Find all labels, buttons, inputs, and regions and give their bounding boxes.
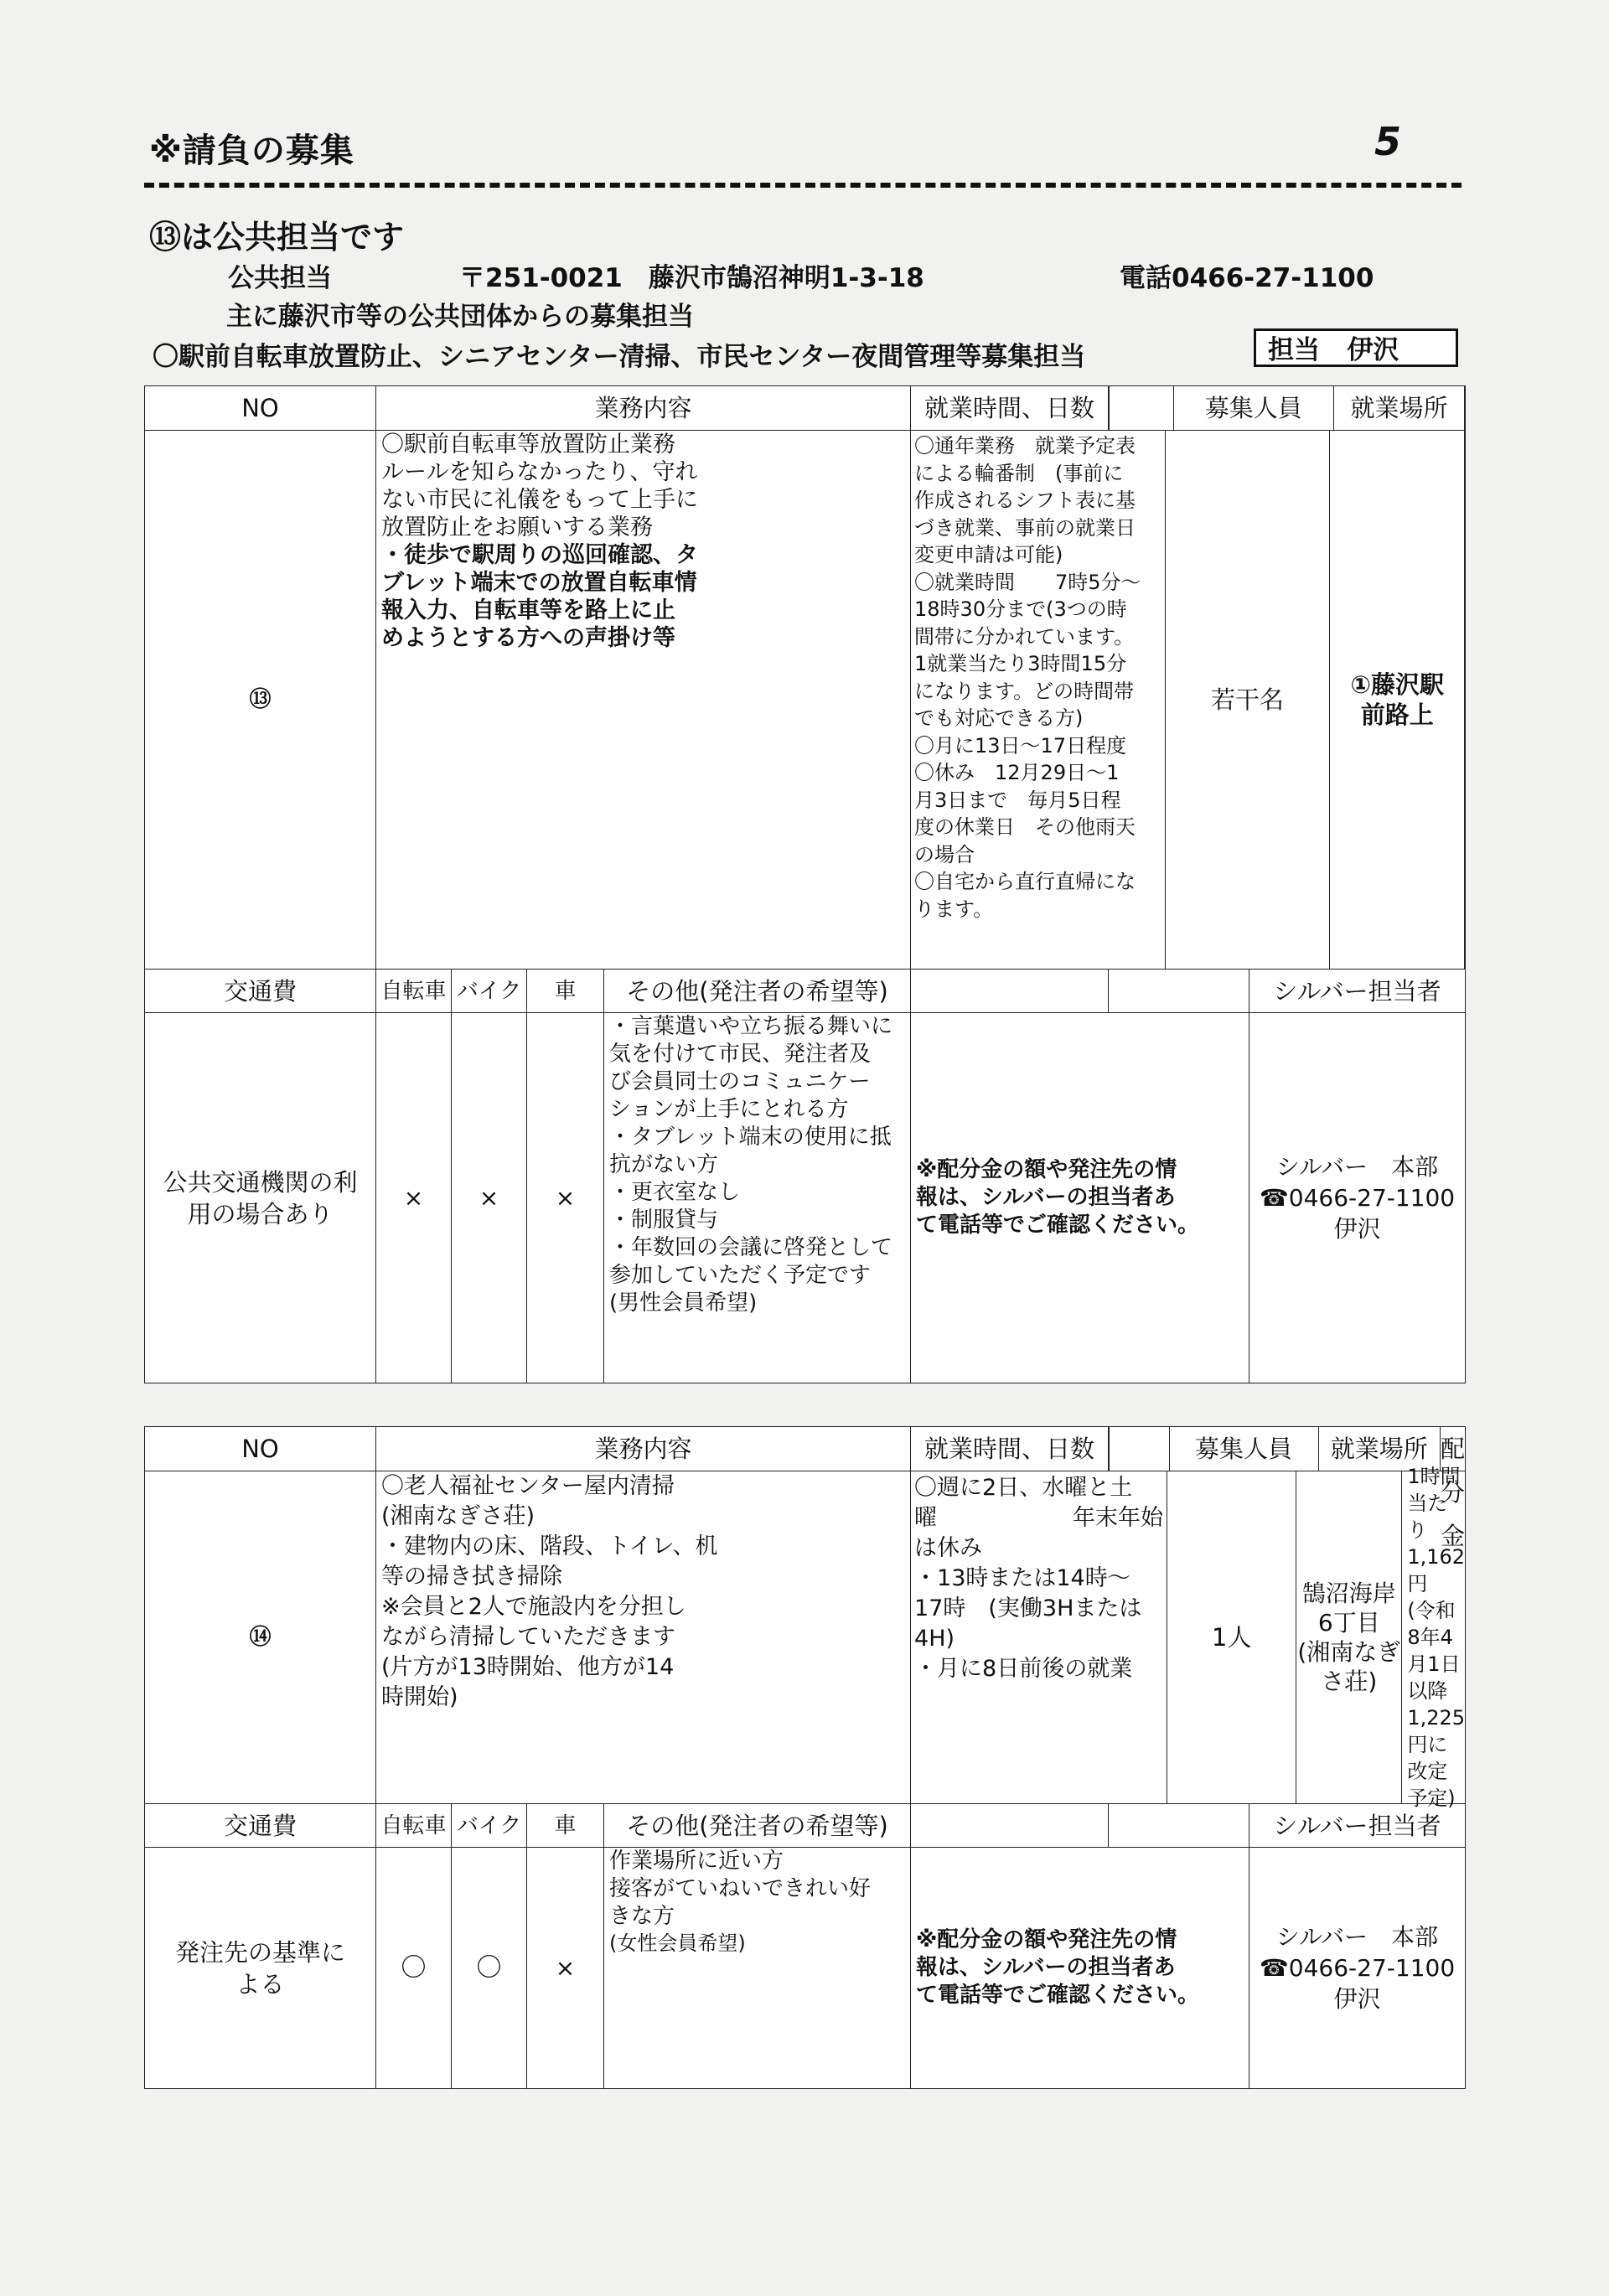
header-bike: バイク	[452, 970, 527, 1013]
header-silver: シルバー担当者	[1249, 970, 1466, 1013]
hours-line: 17時 (実働3Hまたは	[914, 1595, 1142, 1621]
header-no: NO	[145, 386, 376, 431]
dept-name: 公共担当	[228, 263, 332, 293]
job-table-14	[144, 1426, 1466, 2089]
hours-line: になります。どの時間帯	[914, 679, 1135, 703]
recruit-count: 若干名	[1165, 431, 1330, 969]
work-line-bold: めようとする方への声掛け等	[381, 625, 675, 651]
tanto-box	[1254, 328, 1458, 367]
transport-line: よる	[235, 1969, 285, 1999]
work-line: ・建物内の床、階段、トイレ、机	[381, 1533, 718, 1559]
silver-line: シルバー 本部	[1275, 1923, 1439, 1951]
notice-line: ※配分金の額や発注先の情	[916, 1157, 1177, 1182]
header-blank-1	[911, 1804, 1109, 1848]
header-pay-blank	[1464, 386, 1465, 430]
notice	[911, 1013, 1249, 1383]
other-line: ・タブレット端末の使用に抵	[609, 1125, 892, 1150]
place-line: (湘南なぎ	[1297, 1638, 1401, 1666]
job-number: ⑭	[145, 1471, 376, 1804]
car-value: ×	[527, 1848, 604, 2089]
silver-line: シルバー 本部	[1275, 1153, 1439, 1181]
work-place	[1296, 1471, 1401, 1803]
bike-value: ×	[452, 1013, 527, 1383]
work-line-bold: 報入力、自転車等を路上に止	[381, 597, 675, 623]
header-people: 募集人員	[1173, 386, 1333, 430]
phone-number: 電話0466-27-1100	[1120, 263, 1374, 293]
hours-line: 〇通年業務 就業予定表	[914, 434, 1136, 458]
other-line: ・制服貸与	[609, 1207, 719, 1233]
hours-line: 〇就業時間 7時5分～	[914, 570, 1141, 594]
header-right-group	[1109, 386, 1466, 431]
other-line: び会員同士のコミュニケー	[609, 1069, 871, 1094]
place-line: ①藤沢駅	[1350, 670, 1444, 699]
notice	[911, 1848, 1249, 2089]
hours-line: 〇休み 12月29日～1	[914, 761, 1120, 784]
pay-line: 改定予定)	[1407, 1760, 1456, 1810]
work-hours	[911, 1471, 1167, 1803]
transport-line: 発注先の基準に	[174, 1937, 345, 1967]
silver-contact	[1249, 1848, 1466, 2089]
place-line: さ荘)	[1321, 1668, 1378, 1695]
transport-value	[145, 1013, 376, 1383]
hours-line: 作成されるシフト表に基	[914, 489, 1136, 512]
hours-line: 〇月に13日～17日程度	[914, 733, 1127, 758]
recruit-count: 1人	[1167, 1471, 1296, 1803]
other-line: ションが上手にとれる方	[609, 1097, 849, 1122]
work-hours	[911, 431, 1165, 969]
header-pay: 配分金	[1440, 1427, 1465, 1471]
page-heading: ※請負の募集	[149, 132, 354, 170]
pay-line: (令和8年4	[1407, 1599, 1456, 1649]
header-blank-1	[911, 970, 1109, 1013]
silver-line: ☎0466-27-1100	[1259, 1184, 1456, 1212]
work-description	[376, 431, 911, 970]
transport-line: 公共交通機関の利	[163, 1167, 358, 1197]
other-line: (男性会員希望)	[609, 1290, 758, 1316]
header-transport: 交通費	[145, 970, 376, 1013]
job-number: ⑬	[145, 431, 376, 970]
header-car: 車	[527, 1804, 604, 1848]
header-hours: 就業時間、日数	[911, 386, 1109, 431]
header-blank-2	[1109, 1804, 1249, 1848]
pay-line: 1,225円に	[1407, 1706, 1466, 1756]
tanto-label: 担当	[1268, 335, 1320, 365]
other-requirements	[604, 1013, 911, 1383]
work-line: 〇老人福祉センター屋内清掃	[381, 1473, 675, 1499]
work-line: (湘南なぎさ荘)	[381, 1503, 535, 1529]
hours-line: 1就業当たり3時間15分	[914, 652, 1127, 675]
hours-line: ・月に8日前後の就業	[914, 1656, 1133, 1682]
other-line: 接客がていねいできれい好	[609, 1876, 872, 1901]
dashed-divider	[144, 183, 1462, 188]
header-people: 募集人員	[1169, 1427, 1318, 1471]
notice-line: て電話等でご確認ください。	[916, 1213, 1200, 1238]
header-transport: 交通費	[145, 1804, 376, 1848]
header-silver: シルバー担当者	[1249, 1804, 1466, 1848]
transport-value	[145, 1848, 376, 2089]
hours-line: 間帯に分かれています。	[914, 624, 1135, 649]
hours-line: 月3日まで 毎月5日程	[914, 788, 1121, 812]
silver-line: 伊沢	[1333, 1985, 1381, 2013]
page-number: 5	[1374, 119, 1402, 164]
header-other: その他(発注者の希望等)	[604, 1804, 911, 1848]
pay-amount	[1401, 1465, 1466, 1810]
work-line-bold: ・徒歩で駅周りの巡回確認、タ	[381, 542, 698, 568]
notice-line: 報は、シルバーの担当者あ	[916, 1955, 1176, 1980]
job-table-13	[144, 385, 1466, 1383]
hours-line: づき就業、事前の就業日	[914, 515, 1136, 540]
hours-line: ・13時または14時～	[914, 1565, 1130, 1591]
header-other: その他(発注者の希望等)	[604, 970, 911, 1013]
notice-line: 報は、シルバーの担当者あ	[916, 1185, 1176, 1210]
header-work: 業務内容	[376, 386, 911, 431]
other-line: 抗がない方	[609, 1152, 719, 1177]
hours-line: の場合	[914, 842, 975, 866]
bike-value: 〇	[452, 1848, 527, 2089]
work-line-bold: ブレット端末での放置自転車情	[381, 570, 697, 596]
bicycle-value: 〇	[376, 1848, 452, 2089]
silver-contact	[1249, 1013, 1466, 1383]
header-bicycle: 自転車	[376, 1804, 452, 1848]
header-car: 車	[527, 970, 604, 1013]
place-line: 鵠沼海岸	[1301, 1580, 1396, 1607]
silver-line: ☎0466-27-1100	[1259, 1954, 1456, 1982]
header-place: 就業場所	[1333, 386, 1464, 430]
notice-line: て電話等でご確認ください。	[916, 1983, 1200, 2008]
header-bike: バイク	[452, 1804, 527, 1848]
hours-line: 変更申請は可能)	[914, 543, 1063, 566]
work-line: 放置防止をお願いする業務	[381, 515, 653, 540]
header-blank-2	[1109, 970, 1249, 1013]
pay-blank	[1464, 431, 1465, 969]
hours-line: 度の休業日 その他雨天	[914, 815, 1136, 839]
other-line: ・年数回の会議に啓発として	[609, 1235, 893, 1260]
work-place	[1329, 431, 1464, 969]
right-block	[911, 431, 1466, 970]
notice-line: ※配分金の額や発注先の情	[916, 1927, 1177, 1952]
other-requirements	[604, 1848, 911, 2089]
bicycle-value: ×	[376, 1013, 452, 1383]
header-no: NO	[145, 1427, 376, 1471]
tanto-name: 伊沢	[1347, 335, 1399, 365]
hours-line: 〇自宅から直行直帰にな	[914, 870, 1136, 893]
car-value: ×	[527, 1013, 604, 1383]
work-line: 〇駅前自転車等放置防止業務	[381, 432, 675, 458]
work-line: ない市民に礼儀をもって上手に	[381, 487, 698, 513]
other-line: ・更衣室なし	[609, 1180, 741, 1205]
header-hours: 就業時間、日数	[911, 1427, 1109, 1471]
work-line: ルールを知らなかったり、守れ	[381, 459, 698, 485]
section-title: ⑬は公共担当です	[149, 219, 405, 256]
header-work: 業務内容	[376, 1427, 911, 1471]
work-line: ながら清掃していただきます	[381, 1624, 675, 1650]
other-line: (女性会員希望)	[609, 1931, 746, 1955]
work-line: (片方が13時開始、他方が14	[381, 1654, 675, 1680]
hours-line: による輪番制 (事前に	[914, 461, 1124, 485]
hours-line: でも対応できる方)	[914, 706, 1084, 730]
hours-line: は休み	[914, 1535, 983, 1561]
dept-scope: 〇駅前自転車放置防止、シニアセンター清掃、市民センター夜間管理等募集担当	[153, 342, 1086, 372]
other-line: 作業場所に近い方	[609, 1849, 784, 1874]
work-line: ※会員と2人で施設内を分担し	[381, 1594, 686, 1620]
dept-description: 主に藤沢市等の公共団体からの募集担当	[226, 302, 694, 332]
postal-address: 〒251-0021 藤沢市鵠沼神明1-3-18	[459, 263, 924, 293]
pay-line: 月1日以降	[1407, 1652, 1461, 1703]
header-bicycle: 自転車	[376, 970, 452, 1013]
hours-line: 〇週に2日、水曜と土	[914, 1475, 1133, 1501]
right-block	[911, 1465, 1466, 1810]
pay-line: 1時間当たり	[1407, 1465, 1461, 1542]
place-line: 前路上	[1360, 701, 1434, 729]
work-description	[376, 1471, 911, 1804]
hours-line: 曜 年末年始	[914, 1505, 1164, 1531]
other-line: きな方	[609, 1904, 675, 1929]
work-line: 時開始)	[381, 1684, 458, 1710]
hours-line: 4H)	[914, 1626, 955, 1652]
silver-line: 伊沢	[1333, 1215, 1381, 1243]
pay-line: 1,162円	[1407, 1545, 1466, 1595]
other-line: ・言葉遣いや立ち振る舞いに	[609, 1014, 893, 1039]
header-place: 就業場所	[1318, 1427, 1440, 1471]
other-line: 参加していただく予定です	[609, 1263, 872, 1288]
transport-line: 用の場合あり	[187, 1199, 334, 1228]
work-line: 等の掃き拭き掃除	[381, 1564, 562, 1590]
hours-line: 18時30分まで(3つの時	[914, 597, 1127, 621]
place-line: 6丁目	[1317, 1609, 1380, 1637]
other-line: 気を付けて市民、発注者及	[609, 1042, 872, 1067]
hours-line: ります。	[914, 897, 994, 921]
